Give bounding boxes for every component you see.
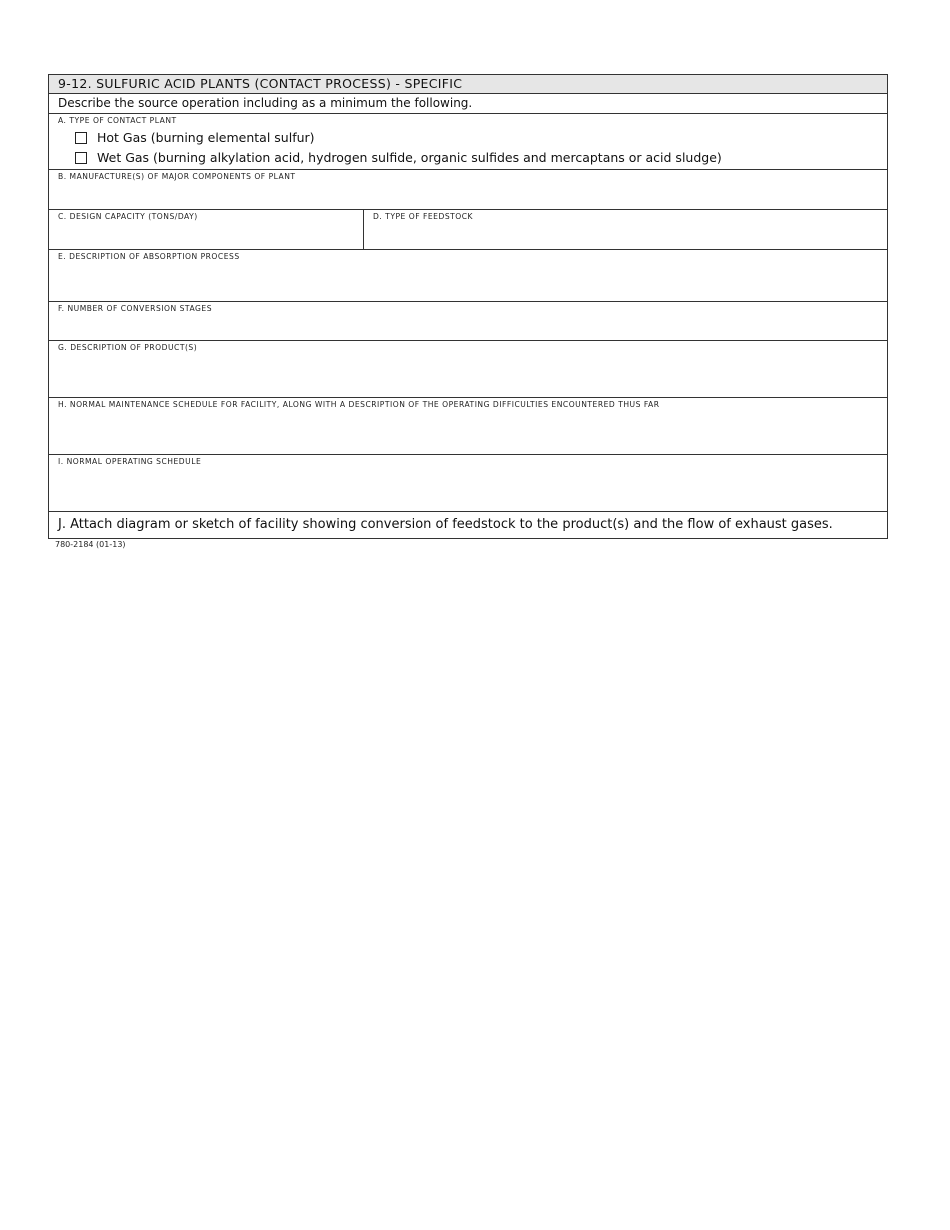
absorption-process-row bbox=[48, 249, 888, 301]
wet-gas-checkbox[interactable] bbox=[75, 152, 87, 164]
feedstock-label: D. TYPE OF FEEDSTOCK bbox=[373, 212, 474, 221]
product-description-input[interactable] bbox=[58, 377, 878, 393]
manufacturers-input[interactable] bbox=[58, 189, 878, 205]
feedstock-input[interactable] bbox=[373, 229, 878, 245]
maintenance-schedule-row bbox=[48, 397, 888, 454]
hot-gas-option[interactable] bbox=[75, 130, 315, 145]
wet-gas-label: Wet Gas (burning alkylation acid, hydrogen sulfide, organic sulfides and mercaptans or acid sludge) bbox=[97, 150, 722, 165]
section-intro: Describe the source operation including as a minimum the following. bbox=[58, 96, 473, 110]
section-header bbox=[48, 74, 888, 93]
section-title: 9-12. SULFURIC ACID PLANTS (CONTACT PROCESS) - SPECIFIC bbox=[58, 76, 463, 91]
wet-gas-option[interactable] bbox=[75, 150, 722, 165]
conversion-stages-input[interactable] bbox=[58, 320, 878, 336]
design-capacity-label: C. DESIGN CAPACITY (TONS/DAY) bbox=[58, 212, 198, 221]
operating-schedule-input[interactable] bbox=[58, 491, 878, 507]
maintenance-schedule-label: H. NORMAL MAINTENANCE SCHEDULE FOR FACILITY, ALONG WITH A DESCRIPTION OF THE OPERATING DIFFICULTIES ENCOUNTERED THUS FAR bbox=[58, 400, 660, 409]
maintenance-schedule-input[interactable] bbox=[58, 434, 878, 450]
manufacturers-label: B. MANUFACTURE(S) OF MAJOR COMPONENTS OF PLANT bbox=[58, 172, 296, 181]
conversion-stages-row bbox=[48, 301, 888, 340]
operating-schedule-row bbox=[48, 454, 888, 511]
type-of-contact-plant-label: A. TYPE OF CONTACT PLANT bbox=[58, 116, 177, 125]
hot-gas-checkbox[interactable] bbox=[75, 132, 87, 144]
capacity-feedstock-row bbox=[48, 209, 888, 249]
design-capacity-cell bbox=[49, 210, 364, 249]
conversion-stages-label: F. NUMBER OF CONVERSION STAGES bbox=[58, 304, 213, 313]
feedstock-cell bbox=[364, 210, 887, 249]
form-number: 780-2184 (01-13) bbox=[55, 540, 126, 549]
absorption-process-input[interactable] bbox=[58, 281, 878, 297]
operating-schedule-label: I. NORMAL OPERATING SCHEDULE bbox=[58, 457, 202, 466]
type-of-contact-plant-row bbox=[48, 113, 888, 169]
sulfuric-acid-plant-form bbox=[48, 74, 888, 539]
design-capacity-input[interactable] bbox=[58, 229, 354, 245]
product-description-row bbox=[48, 340, 888, 397]
product-description-label: G. DESCRIPTION OF PRODUCT(S) bbox=[58, 343, 198, 352]
absorption-process-label: E. DESCRIPTION OF ABSORPTION PROCESS bbox=[58, 252, 240, 261]
attach-diagram-instruction: J. Attach diagram or sketch of facility showing conversion of feedstock to the product(s) and the flow of exhaust gases. bbox=[58, 517, 833, 532]
attach-diagram-row bbox=[48, 511, 888, 539]
section-intro-row bbox=[48, 93, 888, 113]
manufacturers-row bbox=[48, 169, 888, 209]
hot-gas-label: Hot Gas (burning elemental sulfur) bbox=[97, 130, 315, 145]
